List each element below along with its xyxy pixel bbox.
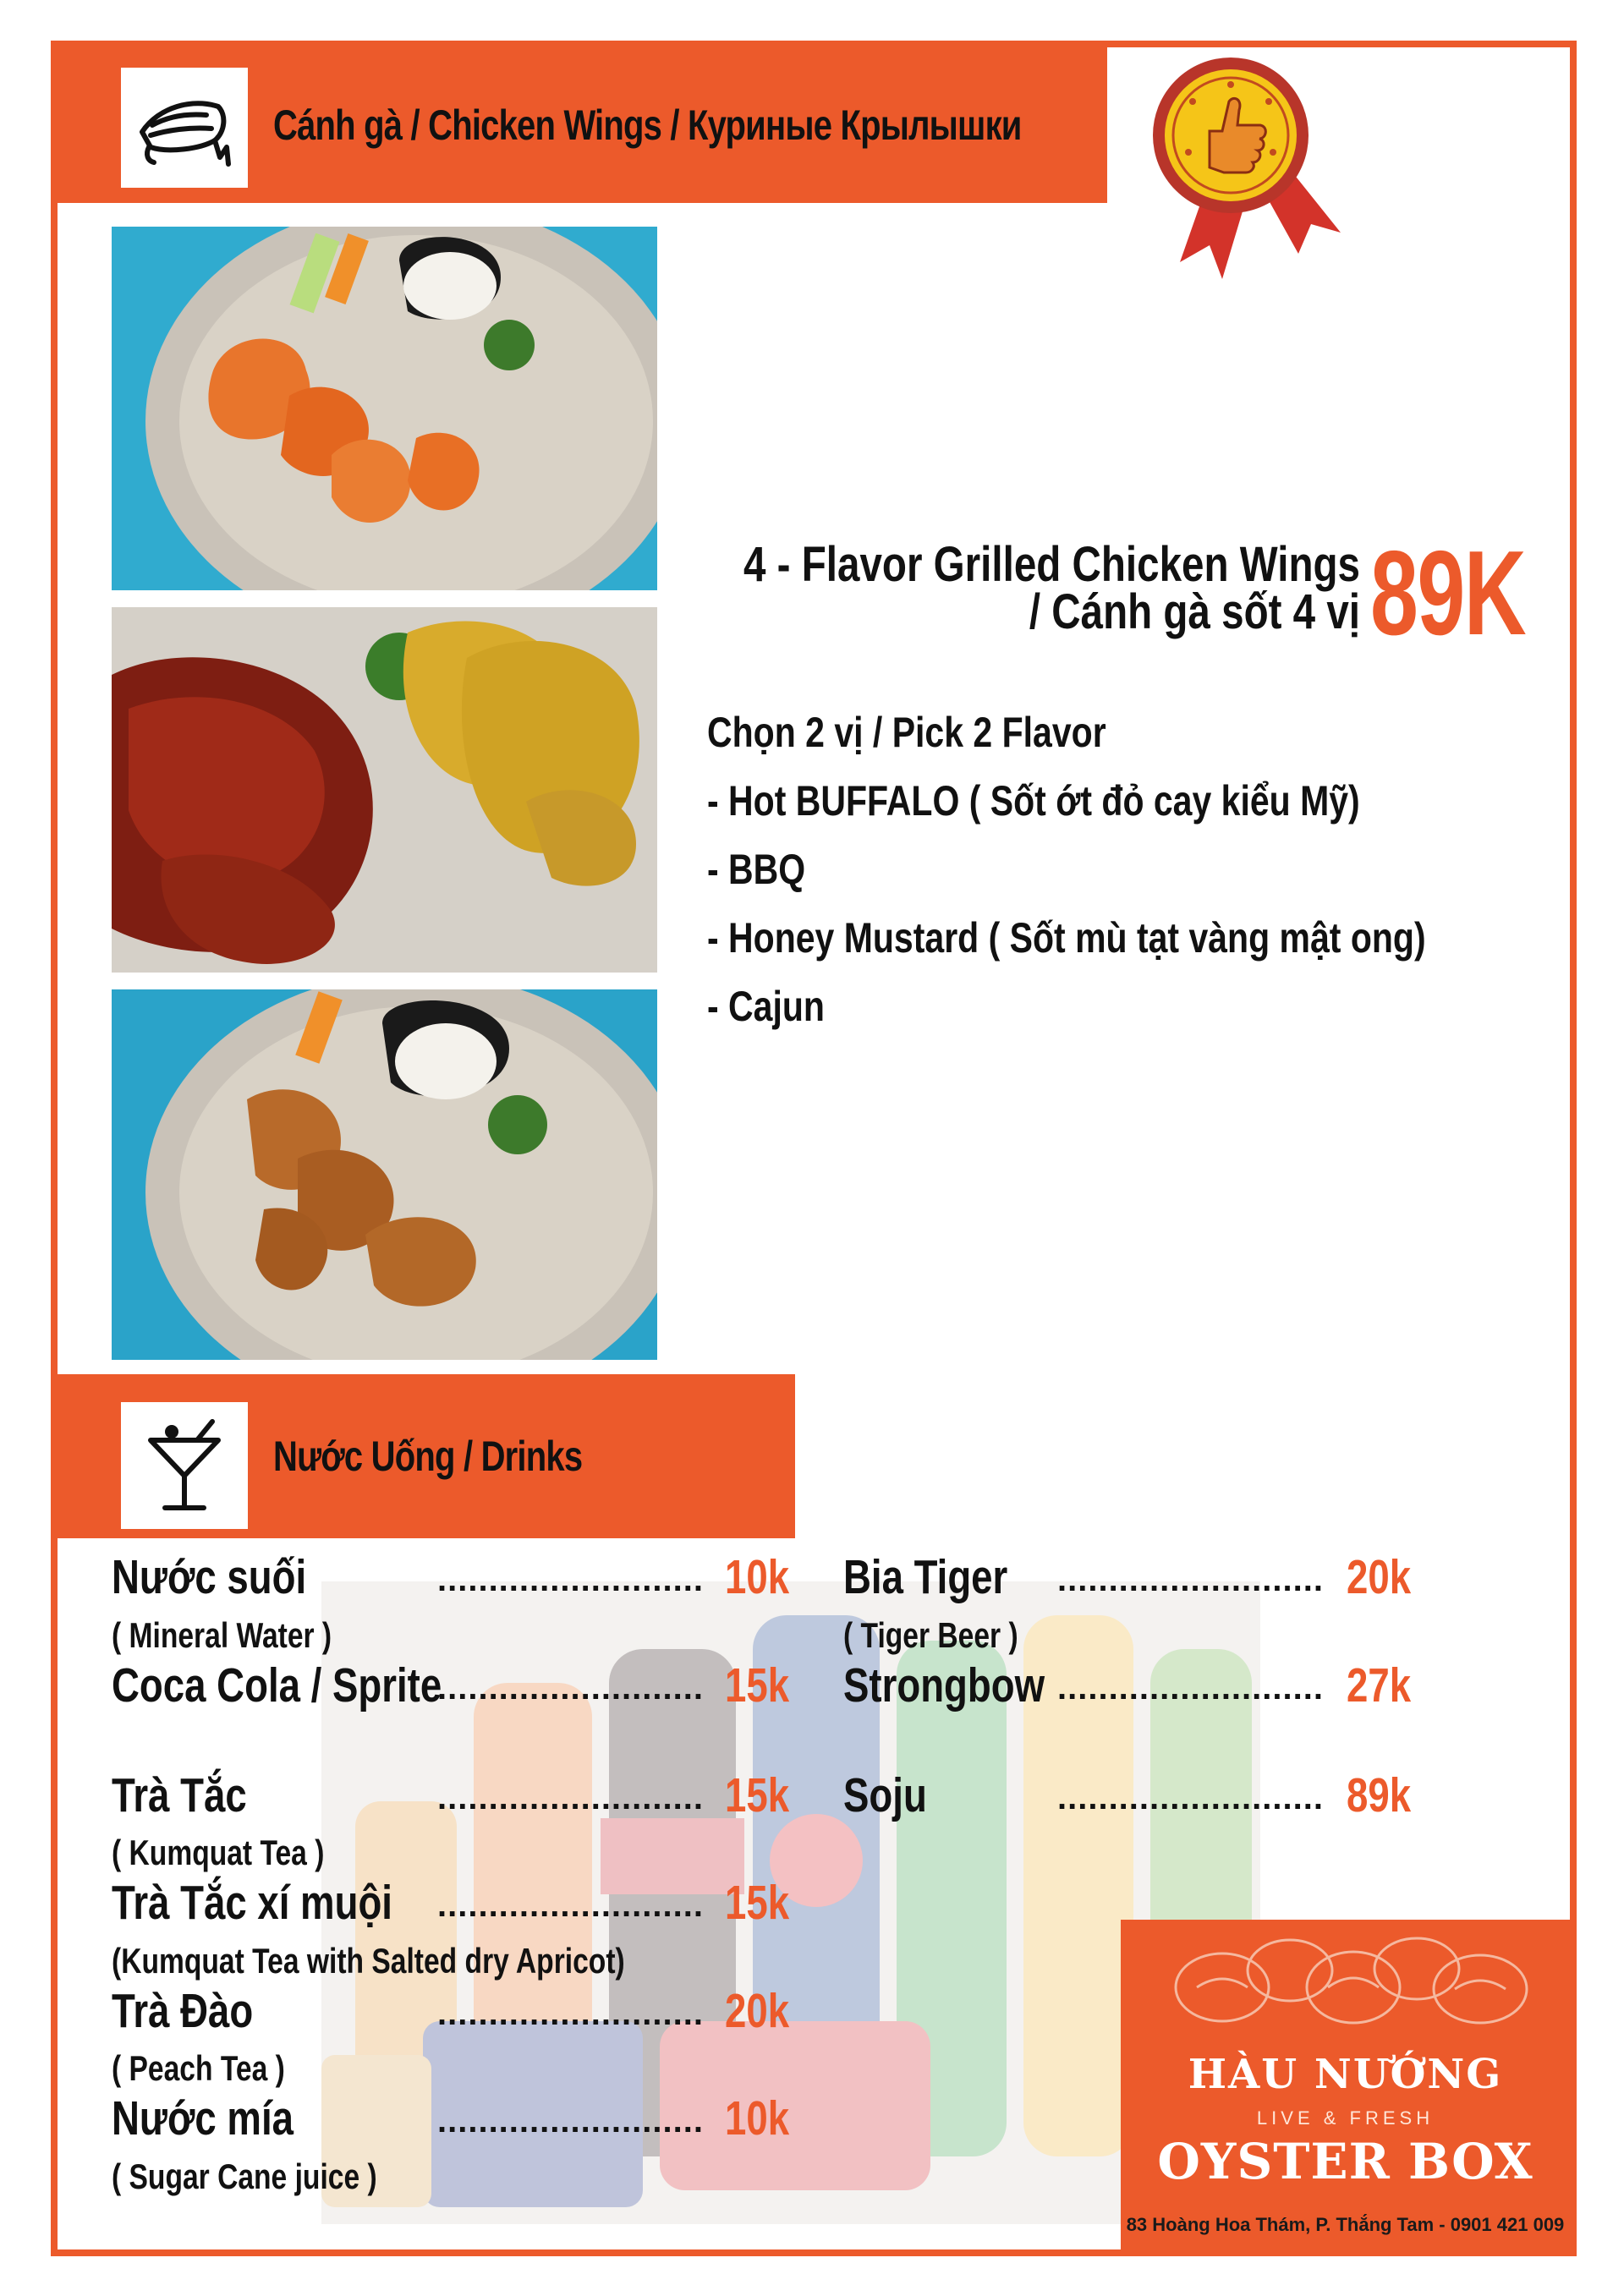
drink-price: 15k [725, 1768, 790, 1822]
drink-price: 10k [725, 1550, 790, 1604]
leader-dots: .......................... [1057, 1669, 1324, 1707]
leader-dots: .......................... [437, 1779, 704, 1817]
drink-name: Trà Đào [112, 1984, 254, 2038]
drinks-section-header [58, 1374, 795, 1538]
leader-dots: .......................... [437, 1561, 704, 1598]
drink-row [112, 1875, 790, 1931]
drink-row [112, 1549, 790, 1605]
drink-name: Trà Tắc [112, 1768, 247, 1822]
cocktail-glass-icon [121, 1402, 248, 1529]
dish-title-line2: / Cánh gà sốt 4 vị [1029, 584, 1360, 639]
leader-dots: .......................... [437, 1995, 704, 2032]
drink-name: Bia Tiger [843, 1550, 1008, 1604]
drink-subtitle: ( Sugar Cane juice ) [112, 2156, 377, 2196]
drink-subtitle: ( Mineral Water ) [112, 1615, 332, 1655]
logo-tagline: LIVE & FRESH [1256, 2107, 1435, 2129]
flavor-item: - Cajun [707, 983, 825, 1030]
leader-dots: .......................... [437, 1887, 704, 1924]
wings-section-header [58, 47, 1107, 203]
drink-price: 20k [725, 1984, 790, 2038]
drink-price: 89k [1347, 1768, 1412, 1822]
drink-name: Nước mía [112, 2091, 294, 2145]
leader-dots: .......................... [1057, 1779, 1324, 1817]
wings-section-title: Cánh gà / Chicken Wings / Куриные Крылышки [273, 101, 1022, 149]
drink-price: 15k [725, 1876, 790, 1930]
drinks-section-title: Nước Uống / Drinks [273, 1433, 583, 1480]
drink-row [843, 1767, 1412, 1823]
wings-photo-buffalo [112, 227, 657, 590]
oyster-shells-icon [1121, 1920, 1570, 2055]
drink-row [112, 1658, 790, 1713]
drink-price: 15k [725, 1658, 790, 1712]
oyster-box-logo [1121, 1920, 1570, 2249]
wings-photo-bbq-honey-mustard [112, 607, 657, 973]
drink-row [843, 1658, 1412, 1713]
drink-subtitle: ( Tiger Beer ) [843, 1615, 1018, 1655]
flavor-item: - Honey Mustard ( Sốt mù tạt vàng mật ong) [707, 914, 1426, 962]
drink-name: Coca Cola / Sprite [112, 1658, 442, 1712]
drink-price: 10k [725, 2091, 790, 2145]
flavor-item: - BBQ [707, 846, 806, 893]
drink-subtitle: (Kumquat Tea with Salted dry Apricot) [112, 1941, 625, 1981]
leader-dots: .......................... [437, 2102, 704, 2140]
drink-name: Soju [843, 1768, 927, 1822]
drink-price: 27k [1347, 1658, 1412, 1712]
dish-title-line1: 4 - Flavor Grilled Chicken Wings [743, 537, 1360, 592]
dish-price: 89K [1370, 526, 1526, 660]
dish-title [743, 537, 1360, 639]
chicken-wing-icon [121, 68, 248, 188]
drink-row [112, 1983, 790, 2039]
logo-script-text: HÀU NƯỚNG [1188, 2051, 1503, 2098]
drink-subtitle: ( Peach Tea ) [112, 2048, 285, 2088]
drink-subtitle: ( Kumquat Tea ) [112, 1833, 325, 1872]
leader-dots: .......................... [1057, 1561, 1324, 1598]
wings-photo-cajun [112, 989, 657, 1360]
flavor-intro: Chọn 2 vị / Pick 2 Flavor [707, 709, 1106, 756]
drink-name: Strongbow [843, 1658, 1045, 1712]
logo-address: 83 Hoàng Hoa Thám, P. Thắng Tam - 0901 421 009 [1126, 2214, 1565, 2235]
drink-row [112, 2091, 790, 2146]
flavor-list [707, 699, 1426, 1041]
leader-dots: .......................... [437, 1669, 704, 1707]
thumbs-up-award-badge-icon [1129, 51, 1341, 304]
logo-brand-name: OYSTER BOX [1157, 2133, 1533, 2190]
drink-price: 20k [1347, 1550, 1412, 1604]
drink-name: Nước suối [112, 1550, 307, 1604]
flavor-item: - Hot BUFFALO ( Sốt ớt đỏ cay kiểu Mỹ) [707, 777, 1360, 825]
drink-name: Trà Tắc xí muội [112, 1876, 392, 1930]
drink-row [843, 1549, 1412, 1605]
drink-row [112, 1767, 790, 1823]
